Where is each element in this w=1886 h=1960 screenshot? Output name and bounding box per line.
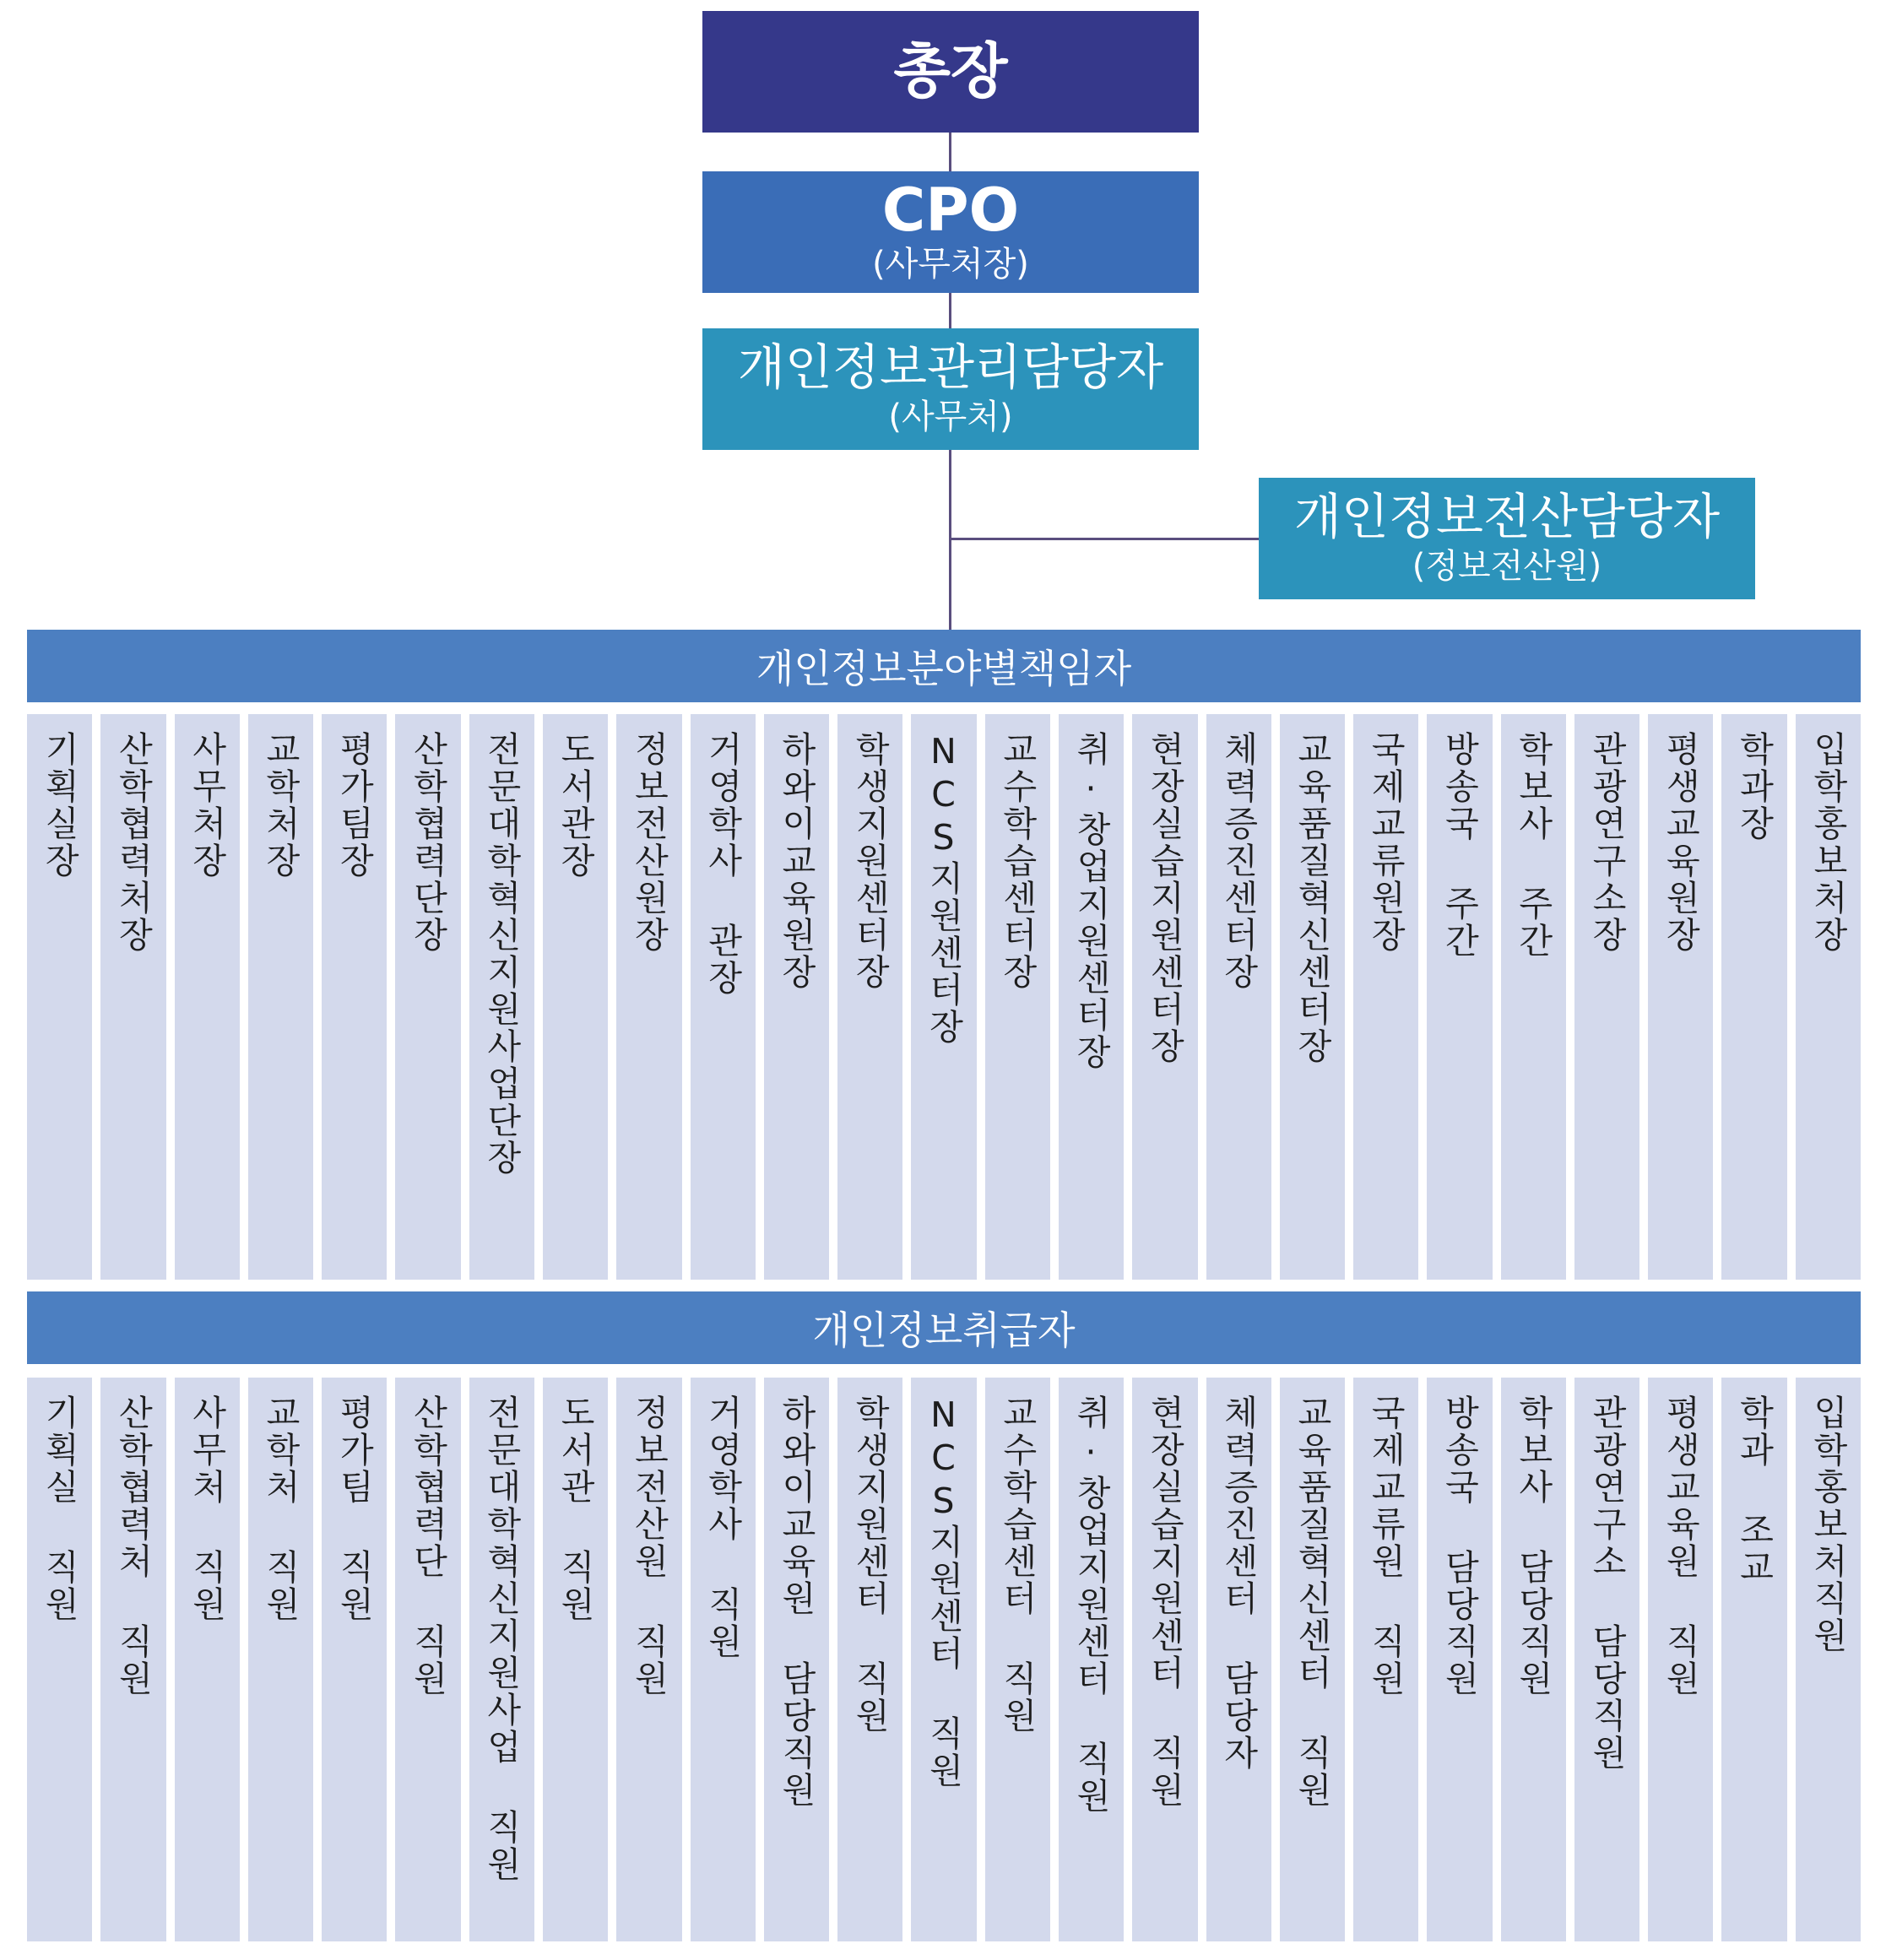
handler-item-label: 교학처 직원	[259, 1394, 301, 1623]
responsible-item-label: 정보전산원장	[628, 731, 669, 954]
handler-item-column	[1206, 1378, 1271, 1941]
responsible-item-column	[248, 714, 313, 1280]
connector-president-cpo	[949, 133, 951, 171]
responsible-item-label: 학보사 주간	[1512, 731, 1553, 960]
handler-item-label: 입학홍보처직원	[1807, 1394, 1848, 1654]
responsible-item-column	[1206, 714, 1271, 1280]
handler-item-column	[100, 1378, 165, 1941]
handler-item-column	[616, 1378, 681, 1941]
responsible-item-label: 입학홍보처장	[1807, 731, 1848, 954]
responsible-item-label: 현장실습지원센터장	[1144, 731, 1185, 1065]
handler-item-column	[691, 1378, 756, 1941]
responsible-item-label: 사무처장	[186, 731, 227, 880]
handler-item-column	[1648, 1378, 1713, 1941]
it-manager-subtitle: (정보전산원)	[1412, 546, 1602, 586]
handler-item-label: 취·창업지원센터 직원	[1070, 1394, 1112, 1815]
handler-item-column	[175, 1378, 240, 1941]
responsible-item-column	[175, 714, 240, 1280]
handler-item-column	[1574, 1378, 1639, 1941]
responsible-band-title: 개인정보분야별책임자	[756, 646, 1132, 691]
handler-item-label: 전문대학혁신지원사업 직원	[480, 1394, 522, 1883]
handler-item-label: 학생지원센터 직원	[849, 1394, 891, 1735]
responsible-item-label: 체력증진센터장	[1217, 731, 1259, 991]
handler-item-label: 교수학습센터 직원	[996, 1394, 1038, 1735]
handler-item-column	[1796, 1378, 1861, 1941]
handler-item-column	[1427, 1378, 1492, 1941]
responsible-item-label: 학생지원센터장	[849, 731, 891, 991]
connector-it-branch	[949, 538, 1259, 540]
responsible-band	[27, 630, 1861, 702]
it-manager-title: 개인정보전산담당자	[1293, 488, 1721, 546]
responsible-item-label: 하와이교육원장	[775, 731, 816, 991]
responsible-item-column	[1427, 714, 1492, 1280]
responsible-item-label: 관광연구소장	[1586, 731, 1628, 954]
responsible-item-label: NCS지원센터장	[923, 731, 964, 1046]
handler-item-column	[1280, 1378, 1345, 1941]
president-box	[702, 11, 1199, 133]
responsible-item-label: 전문대학혁신지원사업단장	[480, 731, 522, 1177]
handler-band-title: 개인정보취급자	[812, 1308, 1076, 1353]
responsible-item-label: 평가팀장	[333, 731, 375, 880]
responsible-item-column	[100, 714, 165, 1280]
handler-item-label: 정보전산원 직원	[628, 1394, 669, 1697]
responsible-item-label: 학과장	[1733, 731, 1775, 842]
privacy-manager-title: 개인정보관리담당자	[737, 338, 1164, 397]
responsible-item-column	[27, 714, 92, 1280]
connector-cpo-manager	[949, 293, 951, 328]
responsible-item-label: 기획실장	[39, 731, 80, 880]
handler-item-column	[837, 1378, 902, 1941]
privacy-manager-subtitle: (사무처)	[888, 397, 1013, 436]
handler-item-label: 하와이교육원 담당직원	[775, 1394, 816, 1809]
responsible-item-column	[1280, 714, 1345, 1280]
responsible-item-column	[1721, 714, 1786, 1280]
handler-item-column	[395, 1378, 460, 1941]
responsible-item-column	[1353, 714, 1418, 1280]
responsible-item-column	[837, 714, 902, 1280]
handler-item-column	[985, 1378, 1050, 1941]
responsible-item-label: 교육품질혁신센터장	[1291, 731, 1332, 1065]
handler-item-label: 기획실 직원	[39, 1394, 80, 1623]
handler-item-label: 체력증진센터 담당자	[1217, 1394, 1259, 1772]
handler-item-label: 산학협력단 직원	[407, 1394, 448, 1697]
handler-item-label: 산학협력처 직원	[112, 1394, 154, 1697]
responsible-item-label: 교수학습센터장	[996, 731, 1038, 991]
handler-item-column	[27, 1378, 92, 1941]
handler-item-column	[1721, 1378, 1786, 1941]
responsible-item-column	[764, 714, 829, 1280]
responsible-item-column	[1574, 714, 1639, 1280]
privacy-manager-box	[702, 328, 1199, 450]
responsible-columns	[27, 714, 1861, 1280]
handler-item-label: 거영학사 직원	[702, 1394, 743, 1660]
responsible-item-label: 산학협력단장	[407, 731, 448, 954]
handler-item-label: 평생교육원 직원	[1660, 1394, 1701, 1697]
handler-item-column	[1501, 1378, 1566, 1941]
handler-columns	[27, 1378, 1861, 1941]
responsible-item-column	[469, 714, 534, 1280]
handler-item-label: 평가팀 직원	[333, 1394, 375, 1623]
handler-band	[27, 1291, 1861, 1364]
handler-item-column	[248, 1378, 313, 1941]
handler-item-label: 학보사 담당직원	[1512, 1394, 1553, 1697]
handler-item-column	[764, 1378, 829, 1941]
responsible-item-label: 산학협력처장	[112, 731, 154, 954]
handler-item-label: 현장실습지원센터 직원	[1144, 1394, 1185, 1809]
handler-item-label: 학과 조교	[1733, 1394, 1775, 1586]
responsible-item-column	[395, 714, 460, 1280]
responsible-item-column	[1648, 714, 1713, 1280]
handler-item-label: 도서관 직원	[555, 1394, 596, 1623]
responsible-item-column	[1132, 714, 1197, 1280]
responsible-item-label: 취·창업지원센터장	[1070, 731, 1112, 1071]
responsible-item-column	[616, 714, 681, 1280]
handler-item-label: 국제교류원 직원	[1365, 1394, 1406, 1697]
responsible-item-column	[1796, 714, 1861, 1280]
handler-item-label: 사무처 직원	[186, 1394, 227, 1623]
handler-item-label: 교육품질혁신센터 직원	[1291, 1394, 1332, 1809]
responsible-item-column	[322, 714, 387, 1280]
responsible-item-label: 국제교류원장	[1365, 731, 1406, 954]
responsible-item-column	[1501, 714, 1566, 1280]
handler-item-label: 방송국 담당직원	[1439, 1394, 1480, 1697]
cpo-title: CPO	[881, 176, 1020, 246]
responsible-item-label: 거영학사 관장	[702, 731, 743, 997]
responsible-item-column	[543, 714, 608, 1280]
handler-item-column	[1132, 1378, 1197, 1941]
responsible-item-column	[1059, 714, 1124, 1280]
responsible-item-column	[911, 714, 976, 1280]
cpo-box	[702, 171, 1199, 293]
president-title: 총장	[893, 36, 1008, 106]
handler-item-column	[1353, 1378, 1418, 1941]
responsible-item-label: 교학처장	[259, 731, 301, 880]
cpo-subtitle: (사무처장)	[872, 244, 1029, 284]
responsible-item-column	[985, 714, 1050, 1280]
handler-item-column	[543, 1378, 608, 1941]
handler-item-column	[322, 1378, 387, 1941]
responsible-item-column	[691, 714, 756, 1280]
handler-item-column	[1059, 1378, 1124, 1941]
it-manager-box	[1259, 478, 1755, 599]
handler-item-column	[469, 1378, 534, 1941]
responsible-item-label: 도서관장	[555, 731, 596, 880]
handler-item-column	[911, 1378, 976, 1941]
responsible-item-label: 방송국 주간	[1439, 731, 1480, 960]
responsible-item-label: 평생교육원장	[1660, 731, 1701, 954]
handler-item-label: NCS지원센터 직원	[923, 1394, 964, 1789]
handler-item-label: 관광연구소 담당직원	[1586, 1394, 1628, 1772]
